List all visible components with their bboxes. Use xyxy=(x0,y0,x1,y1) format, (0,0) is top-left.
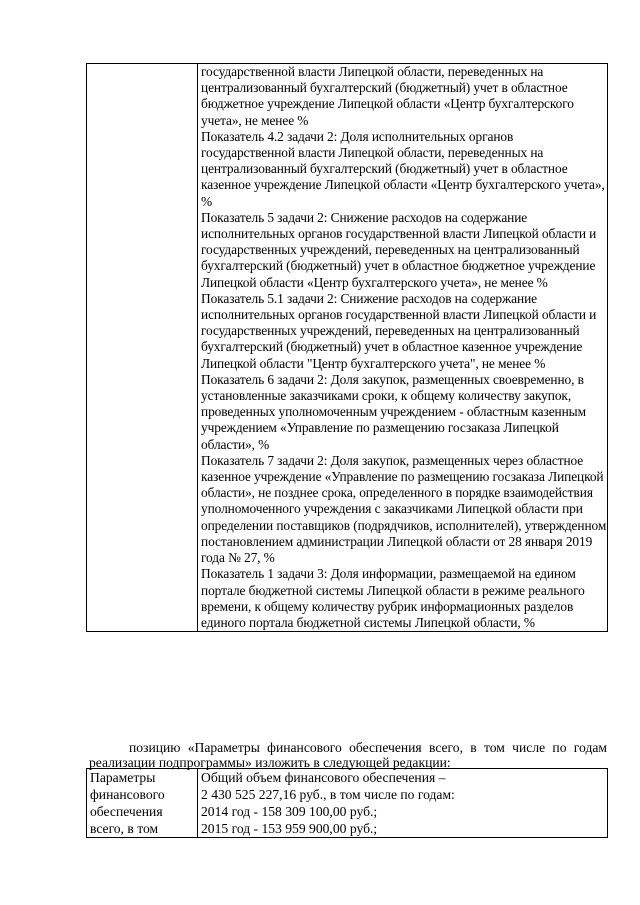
financing-label-cell: Параметры финансового обеспечения всего, в том xyxy=(87,769,198,838)
financing-values-cell xyxy=(198,769,608,838)
indicator-paragraph: Показатель 5 задачи 2: Снижение расходов на содержание исполнительных органов государственной власти Липецкой области и государственных учреждений, переведенных на централизованный бухгалтерский (бюджетный) учет в областное бюджетное учреждение Липецкой области «Центр бухгалтерского учета», не менее % xyxy=(201,209,597,290)
financing-line: 2015 год - 153 959 900,00 руб.; xyxy=(201,821,378,836)
indicators-table xyxy=(86,63,608,632)
indicator-paragraph: Показатель 4.2 задачи 2: Доля исполнительных органов государственной власти Липецкой области, переведенных на централизованный бухгалтерский (бюджетный) учет в областное казенное учреждение Липецкой области «Центр бухгалтерского учета», % xyxy=(201,128,605,209)
indicator-paragraph: Показатель 5.1 задачи 2: Снижение расходов на содержание исполнительных органов государственной власти Липецкой области и государственных учреждений, переведенных на централизованный бухгалтерский (бюджетный) учет в областное казенное учреждение Липецкой области "Центр бухгалтерского учета", не менее % xyxy=(201,290,597,371)
table-row xyxy=(87,64,608,632)
table-cell-indicators xyxy=(198,64,608,632)
indicator-paragraph: Показатель 7 задачи 2: Доля закупок, размещенных через областное казенное учреждение «Управление по размещению госзаказа Липецкой области», не позднее срока, определенного в порядке взаимодействия уполномоченного учреждения с заказчиками Липецкой области при определении поставщиков (подрядчиков, исполнителей), утвержденном постановлением администрации Липецкой области от 28 января 2019 года № 27, % xyxy=(201,452,607,566)
table-cell-left xyxy=(87,64,198,632)
financing-line: 2014 год - 158 309 100,00 руб.; xyxy=(201,804,378,819)
indicator-paragraph: Показатель 6 задачи 2: Доля закупок, размещенных своевременно, в установленные заказчиками сроки, к общему количеству закупок, проведенных уполномоченным учреждением - областным казенным учреждением «Управление по размещению госзаказа Липецкой области», % xyxy=(201,371,586,452)
instruction-paragraph: позицию «Параметры финансового обеспечения всего, в том числе по годам реализации подпрограммы» изложить в следующей редакции: xyxy=(89,740,607,770)
indicator-paragraph: Показатель 1 задачи 3: Доля информации, размещаемой на едином портале бюджетной системы Липецкой области в режиме реального времени, к общему количеству рубрик информационных разделов единого портала бюджетной системы Липецкой области, % xyxy=(201,566,585,630)
indicator-paragraph: государственной власти Липецкой области, переведенных на централизованный бухгалтерский (бюджетный) учет в областное бюджетное учреждение Липецкой области «Центр бухгалтерского учета», не менее % xyxy=(201,64,574,128)
table-row xyxy=(87,769,608,838)
financing-table xyxy=(86,768,608,838)
financing-line: Общий объем финансового обеспечения – xyxy=(201,770,446,785)
financing-line: 2 430 525 227,16 руб., в том числе по годам: xyxy=(201,787,455,802)
